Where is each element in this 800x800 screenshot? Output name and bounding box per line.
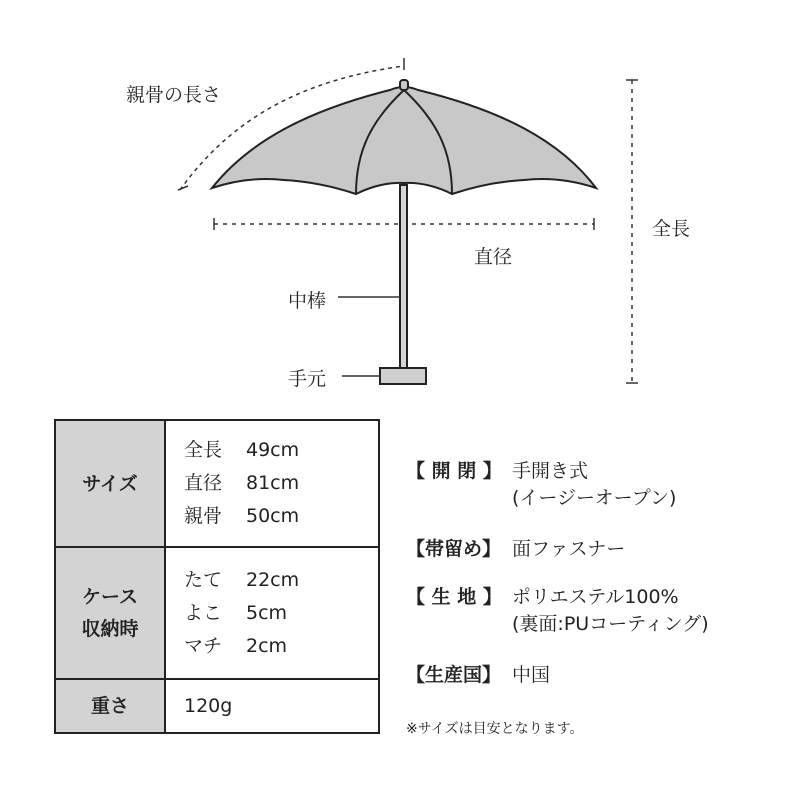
size-row-total: 全長 49cm: [184, 439, 300, 461]
weight-header: 重さ: [56, 680, 166, 732]
shaft-label: 中棒: [288, 290, 327, 312]
diameter-label: 直径: [474, 246, 513, 268]
spec-table: [54, 419, 380, 734]
case-row: [56, 548, 378, 680]
weight-values: [184, 680, 232, 732]
fabric-value: ポリエステル100%: [512, 586, 679, 608]
total-length-label: 全長: [652, 218, 691, 240]
rib-length-tick-start: [178, 186, 188, 190]
case-values: [184, 548, 299, 678]
fabric-key: 【 生 地 】: [406, 586, 502, 608]
umbrella-canopy: [212, 87, 596, 194]
open-close-value: 手開き式: [512, 460, 589, 482]
umbrella-tip: [400, 80, 408, 90]
size-row-rib: 親骨 50cm: [184, 505, 300, 527]
size-row: [56, 421, 378, 548]
case-row-depth: マチ 2cm: [184, 634, 288, 657]
case-row-width: よこ 5cm: [184, 601, 288, 624]
size-header: サイズ: [56, 421, 166, 546]
size-row-diameter: 直径 81cm: [184, 472, 300, 494]
origin-value: 中国: [512, 664, 551, 686]
case-header: ケース 収納時: [56, 548, 166, 678]
size-note: ※サイズは目安となります。: [406, 721, 584, 737]
origin-key: 【生産国】: [406, 664, 502, 686]
band-key: 【帯留め】: [406, 538, 502, 560]
case-row-height: たて 22cm: [184, 568, 300, 591]
umbrella-handle: [380, 368, 426, 384]
band-value: 面ファスナー: [512, 538, 626, 560]
weight-row: [56, 680, 378, 732]
fabric-value-sub: (裏面:PUコーティング): [512, 613, 709, 635]
rib-length-label: 親骨の長さ: [126, 84, 222, 106]
size-values: [184, 421, 299, 546]
weight-value: 120g: [184, 694, 233, 717]
handle-label: 手元: [288, 368, 327, 390]
open-close-value-sub: (イージーオープン): [512, 487, 677, 509]
open-close-key: 【 開 閉 】: [406, 460, 502, 482]
umbrella-shaft: [400, 185, 407, 368]
